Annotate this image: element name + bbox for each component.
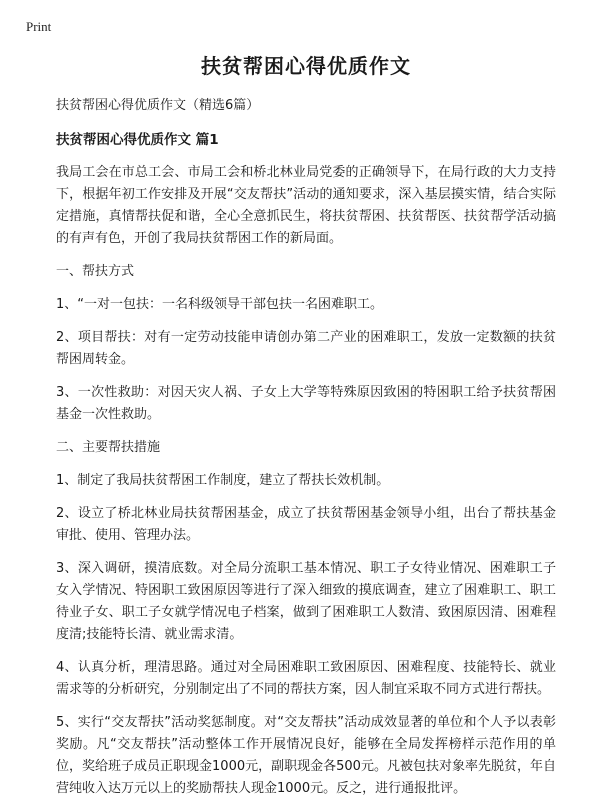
- section-title: 扶贫帮困心得优质作文 篇1: [56, 131, 219, 148]
- document-title: 扶贫帮困心得优质作文: [201, 54, 411, 78]
- paragraph-intro: 我局工会在市总工会、市局工会和桥北林业局党委的正确领导下，在局行政的大力支持下，根据年初工作安排及开展“交友帮扶”活动的通知要求，深入基层摸实情，结合实际定措施，真情帮扶促和谐，全心全意抓民生，将扶贫帮困、扶贫帮医、扶贫帮学活动搞的有声有色，开创了我局扶贫帮困工作的新局面。: [56, 164, 556, 246]
- document-body: [56, 52, 556, 811]
- print-link[interactable]: Print: [26, 19, 52, 34]
- paragraph-measure-3: 3、深入调研，摸清底数。对全局分流职工基本情况、职工子女待业情况、困难职工子女入学情况、特困职工致困原因等进行了深入细致的摸底调查，建立了困难职工、职工待业子女、职工子女就学情况电子档案，做到了困难职工人数清、致困原因清、困难程度清;技能特长清、就业需求清。: [56, 560, 556, 642]
- heading-main-measures: 二、主要帮扶措施: [56, 439, 161, 455]
- paragraph-method-3: 3、一次性救助：对因天灾人祸、子女上大学等特殊原因致困的特困职工给予扶贫帮困基金一次性救助。: [56, 384, 556, 422]
- paragraph-method-1: 1、“一对一包扶：一名科级领导干部包扶一名困难职工。: [56, 296, 384, 312]
- paragraph-measure-4: 4、认真分析，理清思路。通过对全局困难职工致困原因、困难程度、技能特长、就业需求等的分析研究，分别制定出了不同的帮扶方案，因人制宜采取不同方式进行帮扶。: [56, 659, 556, 697]
- heading-assistance-methods: 一、帮扶方式: [56, 263, 135, 279]
- paragraph-method-2: 2、项目帮扶：对有一定劳动技能申请创办第二产业的困难职工，发放一定数额的扶贫帮困周转金。: [56, 329, 556, 367]
- paragraph-measure-2: 2、设立了桥北林业局扶贫帮困基金，成立了扶贫帮困基金领导小组，出台了帮扶基金审批、使用、管理办法。: [56, 505, 556, 543]
- paragraph-measure-1: 1、制定了我局扶贫帮困工作制度，建立了帮扶长效机制。: [56, 472, 390, 488]
- document-subtitle: 扶贫帮困心得优质作文（精选6篇）: [56, 98, 260, 113]
- paragraph-measure-5: 5、实行“交友帮扶”活动奖惩制度。对“交友帮扶”活动成效显著的单位和个人予以表彰奖励。凡“交友帮扶”活动整体工作开展情况良好，能够在全局发挥榜样示范作用的单位，奖给班子成员正职现金1000元，副职现金各500元。凡被包扶对象率先脱贫，年自营纯收入达万元以上的奖励帮扶人现金1000元。反之，进行通报批评。: [56, 714, 556, 796]
